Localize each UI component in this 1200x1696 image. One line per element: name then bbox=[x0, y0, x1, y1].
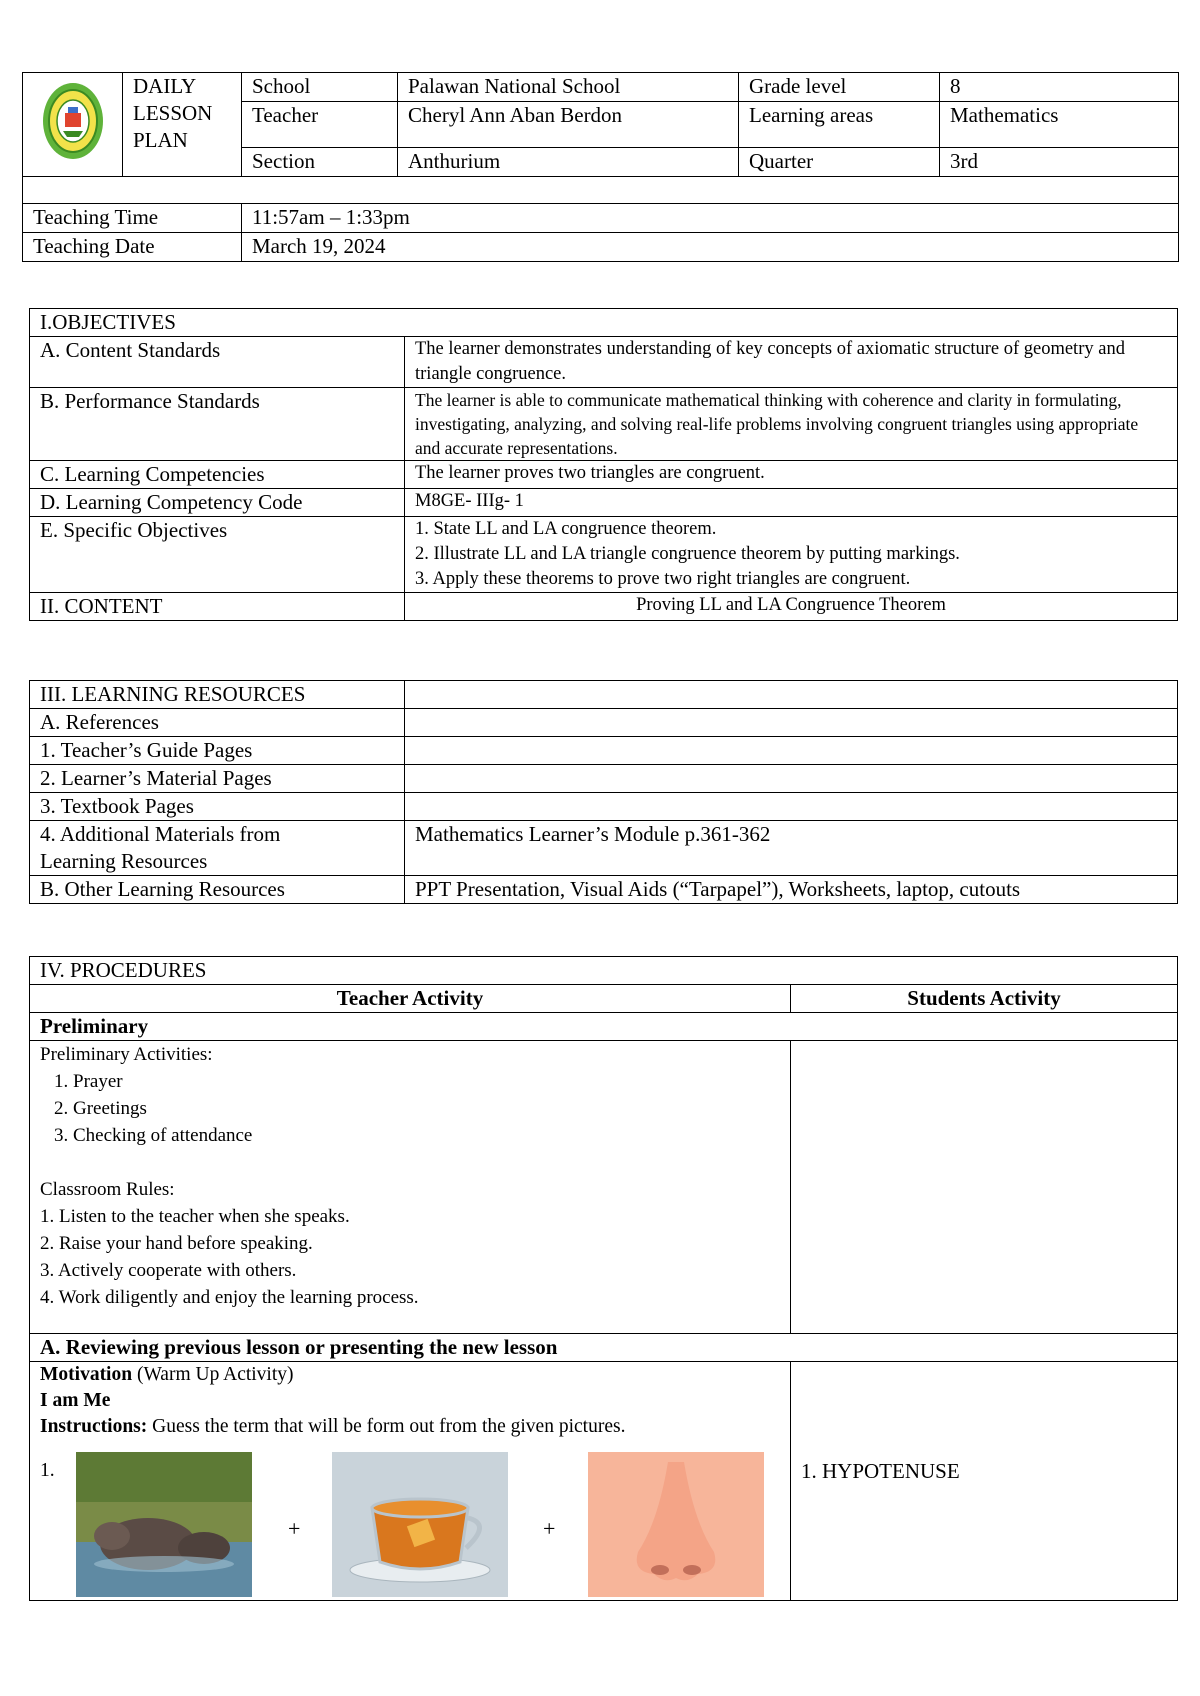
motivation-cell: Motivation (Warm Up Activity) I am Me Instructions: Guess the term that will be form out from the given pictures. 1. + + bbox=[30, 1362, 791, 1601]
plus-sign: + bbox=[543, 1516, 556, 1541]
resources-heading: III. LEARNING RESOURCES bbox=[30, 681, 405, 709]
learning-area-label: Learning areas bbox=[739, 102, 940, 148]
preliminary-activities: Preliminary Activities: 1. Prayer 2. Greetings 3. Checking of attendance Classroom Rules: 1. Listen to the teacher when she speaks. 2. Raise your hand before speaking. 3. Actively cooperate with others. 4. Work diligently and enjoy the learning process. bbox=[30, 1041, 791, 1334]
objectives-heading: I.OBJECTIVES bbox=[30, 309, 1178, 337]
procedures-table bbox=[29, 956, 1178, 1601]
other-resources-value: PPT Presentation, Visual Aids (“Tarpapel”), Worksheets, laptop, cutouts bbox=[405, 876, 1178, 904]
content-label: II. CONTENT bbox=[30, 593, 405, 621]
teaching-time-value: 11:57am – 1:33pm bbox=[242, 204, 1179, 233]
competency-code-label: D. Learning Competency Code bbox=[30, 489, 405, 517]
school-value: Palawan National School bbox=[398, 73, 739, 102]
additional-materials-value: Mathematics Learner’s Module p.361-362 bbox=[405, 821, 1178, 876]
grade-label: Grade level bbox=[739, 73, 940, 102]
references-label: A. References bbox=[30, 709, 405, 737]
objectives-table bbox=[29, 308, 1178, 621]
header-table bbox=[22, 72, 1179, 262]
students-activity-header: Students Activity bbox=[791, 985, 1178, 1013]
resources-table bbox=[29, 680, 1178, 904]
student-answer: 1. HYPOTENUSE bbox=[801, 1459, 960, 1483]
rule-item: 1. Listen to the teacher when she speaks. bbox=[40, 1206, 350, 1227]
learning-area-value: Mathematics bbox=[940, 102, 1179, 148]
learners-material-label: 2. Learner’s Material Pages bbox=[30, 765, 405, 793]
prelim-item: 3. Checking of attendance bbox=[54, 1125, 253, 1146]
content-standards-label: A. Content Standards bbox=[30, 337, 405, 388]
performance-standards-value: The learner is able to communicate mathematical thinking with coherence and clarity in formulating, investigating, analyzing, and solving real-life problems involving congruent triangles using appropriate and accurate representations. bbox=[405, 388, 1178, 461]
school-label: School bbox=[242, 73, 398, 102]
other-resources-label: B. Other Learning Resources bbox=[30, 876, 405, 904]
plus-sign: + bbox=[288, 1516, 301, 1541]
prelim-item: 1. Prayer bbox=[54, 1071, 123, 1092]
learning-competencies-value: The learner proves two triangles are congruent. bbox=[405, 461, 1178, 489]
teaching-time-label: Teaching Time bbox=[23, 204, 242, 233]
tea-cup-picture-icon bbox=[332, 1452, 508, 1597]
learning-competencies-label: C. Learning Competencies bbox=[30, 461, 405, 489]
section-label: Section bbox=[242, 148, 398, 177]
competency-code-value: M8GE- IIIg- 1 bbox=[405, 489, 1178, 517]
preliminary-heading: Preliminary bbox=[30, 1013, 1178, 1041]
grade-value: 8 bbox=[940, 73, 1179, 102]
plan-title: DAILY LESSON PLAN bbox=[123, 73, 242, 177]
teachers-guide-label: 1. Teacher’s Guide Pages bbox=[30, 737, 405, 765]
specific-objective-item: 3. Apply these theorems to prove two right triangles are congruent. bbox=[415, 569, 911, 589]
rule-item: 3. Actively cooperate with others. bbox=[40, 1260, 297, 1281]
school-seal-icon bbox=[41, 79, 105, 163]
prelim-item: 2. Greetings bbox=[54, 1098, 147, 1119]
specific-objective-item: 1. State LL and LA congruence theorem. bbox=[415, 519, 717, 539]
additional-materials-label: 4. Additional Materials from Learning Resources bbox=[30, 821, 405, 876]
performance-standards-label: B. Performance Standards bbox=[30, 388, 405, 461]
spacer-row bbox=[23, 177, 1179, 204]
procedures-heading: IV. PROCEDURES bbox=[30, 957, 1178, 985]
rule-item: 2. Raise your hand before speaking. bbox=[40, 1233, 313, 1254]
content-standards-value: The learner demonstrates understanding of key concepts of axiomatic structure of geometry and triangle congruence. bbox=[405, 337, 1178, 388]
school-logo bbox=[23, 73, 123, 177]
quarter-value: 3rd bbox=[940, 148, 1179, 177]
motivation-student-cell bbox=[791, 1362, 1178, 1601]
section-a-heading: A. Reviewing previous lesson or presenting the new lesson bbox=[30, 1334, 1178, 1362]
rule-item: 4. Work diligently and enjoy the learning process. bbox=[40, 1287, 419, 1308]
specific-objectives-label: E. Specific Objectives bbox=[30, 517, 405, 593]
quarter-label: Quarter bbox=[739, 148, 940, 177]
specific-objectives-list bbox=[405, 517, 1178, 593]
teaching-date-value: March 19, 2024 bbox=[242, 233, 1179, 262]
content-value: Proving LL and LA Congruence Theorem bbox=[405, 593, 1178, 621]
preliminary-student-cell bbox=[791, 1041, 1178, 1334]
teacher-value: Cheryl Ann Aban Berdon bbox=[398, 102, 739, 148]
teacher-label: Teacher bbox=[242, 102, 398, 148]
hippo-picture-icon bbox=[76, 1452, 252, 1597]
teaching-date-label: Teaching Date bbox=[23, 233, 242, 262]
specific-objective-item: 2. Illustrate LL and LA triangle congruence theorem by putting markings. bbox=[415, 544, 960, 564]
nose-picture-icon bbox=[588, 1452, 764, 1597]
textbook-label: 3. Textbook Pages bbox=[30, 793, 405, 821]
item-number: 1. bbox=[40, 1460, 55, 1481]
teacher-activity-header: Teacher Activity bbox=[30, 985, 791, 1013]
section-value: Anthurium bbox=[398, 148, 739, 177]
